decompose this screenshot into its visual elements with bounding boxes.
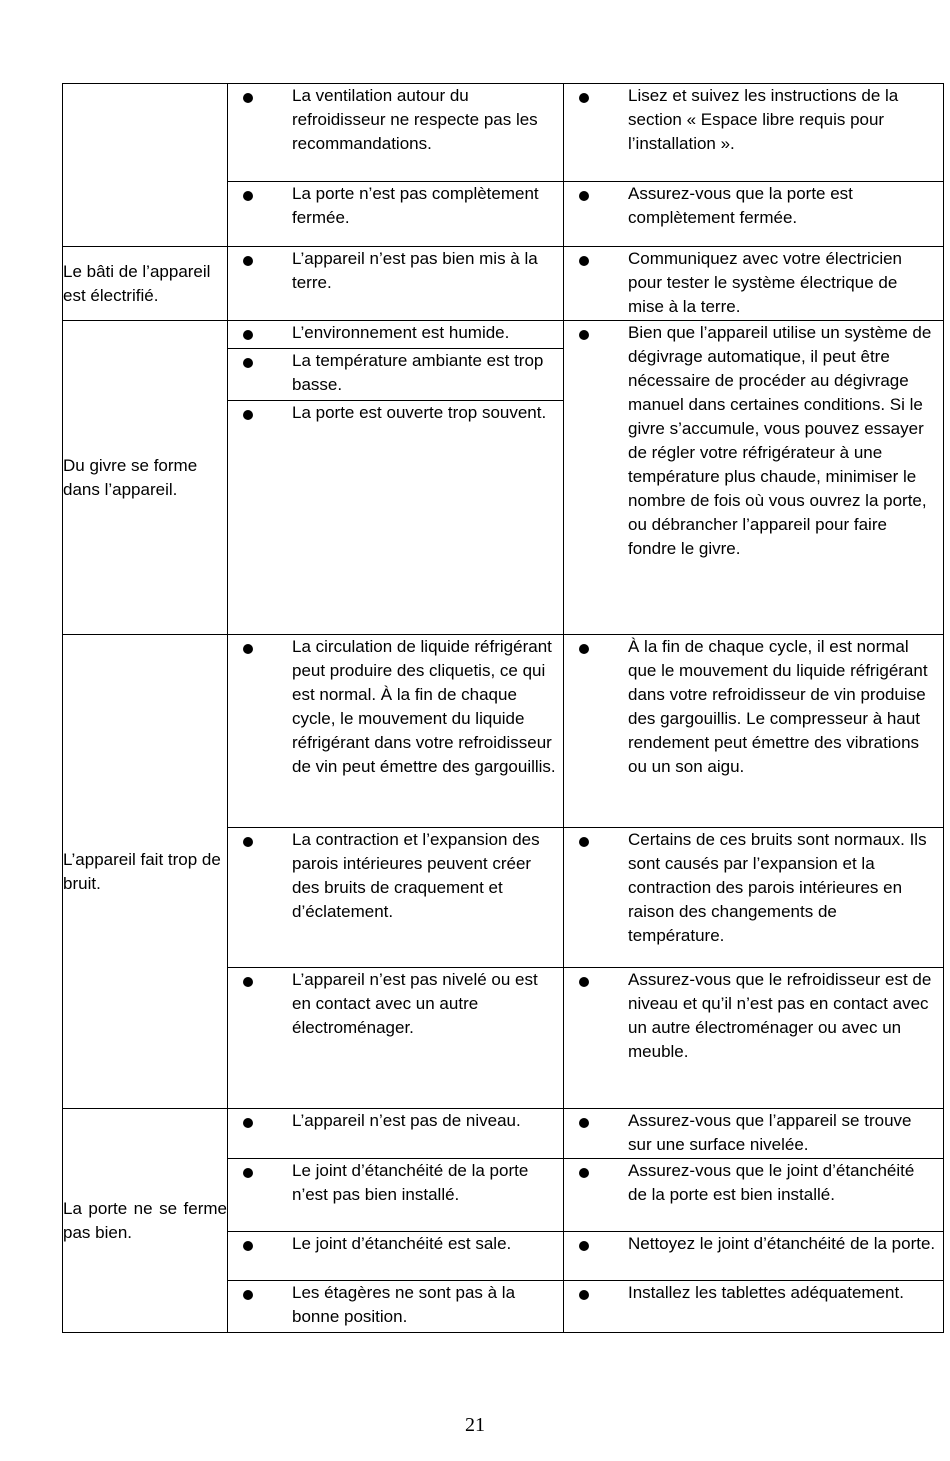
cause-cell: La contraction et l’expansion des parois intérieures peuvent créer des bruits de craquement et d’éclatement.	[228, 828, 564, 968]
bullet-icon	[243, 1118, 253, 1128]
problem-cell: Du givre se forme dans l’appareil.	[63, 321, 228, 635]
cause-cell: La ventilation autour du refroidisseur ne respecte pas les recommandations.	[228, 84, 564, 182]
troubleshooting-table	[62, 83, 944, 1333]
cause-cell: La porte est ouverte trop souvent.	[228, 401, 564, 635]
cause-cell: L’appareil n’est pas nivelé ou est en contact avec un autre électroménager.	[228, 968, 564, 1109]
bullet-icon	[579, 1290, 589, 1300]
cause-cell: L’environnement est humide.	[228, 321, 564, 349]
solution-cell: À la fin de chaque cycle, il est normal que le mouvement du liquide réfrigérant dans votre refroidisseur de vin produise des gargouillis. Le compresseur à haut rendement peut émettre des vibrations ou un son aigu.	[564, 635, 944, 828]
bullet-icon	[243, 93, 253, 103]
cause-cell: L’appareil n’est pas de niveau.	[228, 1109, 564, 1159]
bullet-icon	[243, 837, 253, 847]
page-number: 21	[465, 1414, 485, 1436]
bullet-icon	[579, 837, 589, 847]
bullet-icon	[579, 330, 589, 340]
solution-cell: Nettoyez le joint d’étanchéité de la porte.	[564, 1232, 944, 1281]
bullet-icon	[579, 977, 589, 987]
bullet-icon	[579, 93, 589, 103]
bullet-icon	[243, 1290, 253, 1300]
cause-cell: La porte n’est pas complètement fermée.	[228, 182, 564, 247]
solution-cell: Assurez-vous que le joint d’étanchéité de la porte est bien installé.	[564, 1159, 944, 1232]
bullet-icon	[243, 256, 253, 266]
table-row	[63, 635, 944, 828]
bullet-icon	[579, 1118, 589, 1128]
table-row	[63, 247, 944, 321]
cause-cell: La température ambiante est trop basse.	[228, 349, 564, 401]
problem-cell	[63, 84, 228, 247]
bullet-icon	[243, 358, 253, 368]
solution-cell: Certains de ces bruits sont normaux. Ils sont causés par l’expansion et la contraction des parois intérieures en raison des changements de température.	[564, 828, 944, 968]
bullet-icon	[243, 410, 253, 420]
problem-cell: La porte ne se ferme pas bien.	[63, 1109, 228, 1333]
problem-cell: Le bâti de l’appareil est électrifié.	[63, 247, 228, 321]
bullet-icon	[579, 644, 589, 654]
bullet-icon	[243, 1241, 253, 1251]
cause-cell: Les étagères ne sont pas à la bonne position.	[228, 1281, 564, 1333]
solution-cell: Lisez et suivez les instructions de la section « Espace libre requis pour l’installation ».	[564, 84, 944, 182]
bullet-icon	[579, 256, 589, 266]
solution-cell: Assurez-vous que la porte est complètement fermée.	[564, 182, 944, 247]
cause-cell: La circulation de liquide réfrigérant peut produire des cliquetis, ce qui est normal. À la fin de chaque cycle, le mouvement du liquide réfrigérant dans votre refroidisseur de vin peut émettre des gargouillis.	[228, 635, 564, 828]
solution-cell: Installez les tablettes adéquatement.	[564, 1281, 944, 1333]
bullet-icon	[243, 1168, 253, 1178]
bullet-icon	[579, 191, 589, 201]
solution-cell: Assurez-vous que le refroidisseur est de niveau et qu’il n’est pas en contact avec un autre électroménager ou avec un meuble.	[564, 968, 944, 1109]
bullet-icon	[243, 191, 253, 201]
cause-cell: L’appareil n’est pas bien mis à la terre.	[228, 247, 564, 321]
solution-cell: Bien que l’appareil utilise un système de dégivrage automatique, il peut être nécessaire de procéder au dégivrage manuel dans certaines conditions. Si le givre s’accumule, vous pouvez essayer de régler votre réfrigérateur à une température plus chaude, minimiser le nombre de fois où vous ouvrez la porte, ou débrancher l’appareil pour faire fondre le givre.	[564, 321, 944, 635]
bullet-icon	[243, 330, 253, 340]
solution-cell: Assurez-vous que l’appareil se trouve sur une surface nivelée.	[564, 1109, 944, 1159]
problem-cell: L’appareil fait trop de bruit.	[63, 635, 228, 1109]
table-row	[63, 321, 944, 349]
cause-cell: Le joint d’étanchéité est sale.	[228, 1232, 564, 1281]
bullet-icon	[243, 644, 253, 654]
bullet-icon	[579, 1241, 589, 1251]
table-row	[63, 84, 944, 182]
bullet-icon	[243, 977, 253, 987]
cause-cell: Le joint d’étanchéité de la porte n’est pas bien installé.	[228, 1159, 564, 1232]
bullet-icon	[579, 1168, 589, 1178]
solution-cell: Communiquez avec votre électricien pour tester le système électrique de mise à la terre.	[564, 247, 944, 321]
table-row	[63, 1109, 944, 1159]
